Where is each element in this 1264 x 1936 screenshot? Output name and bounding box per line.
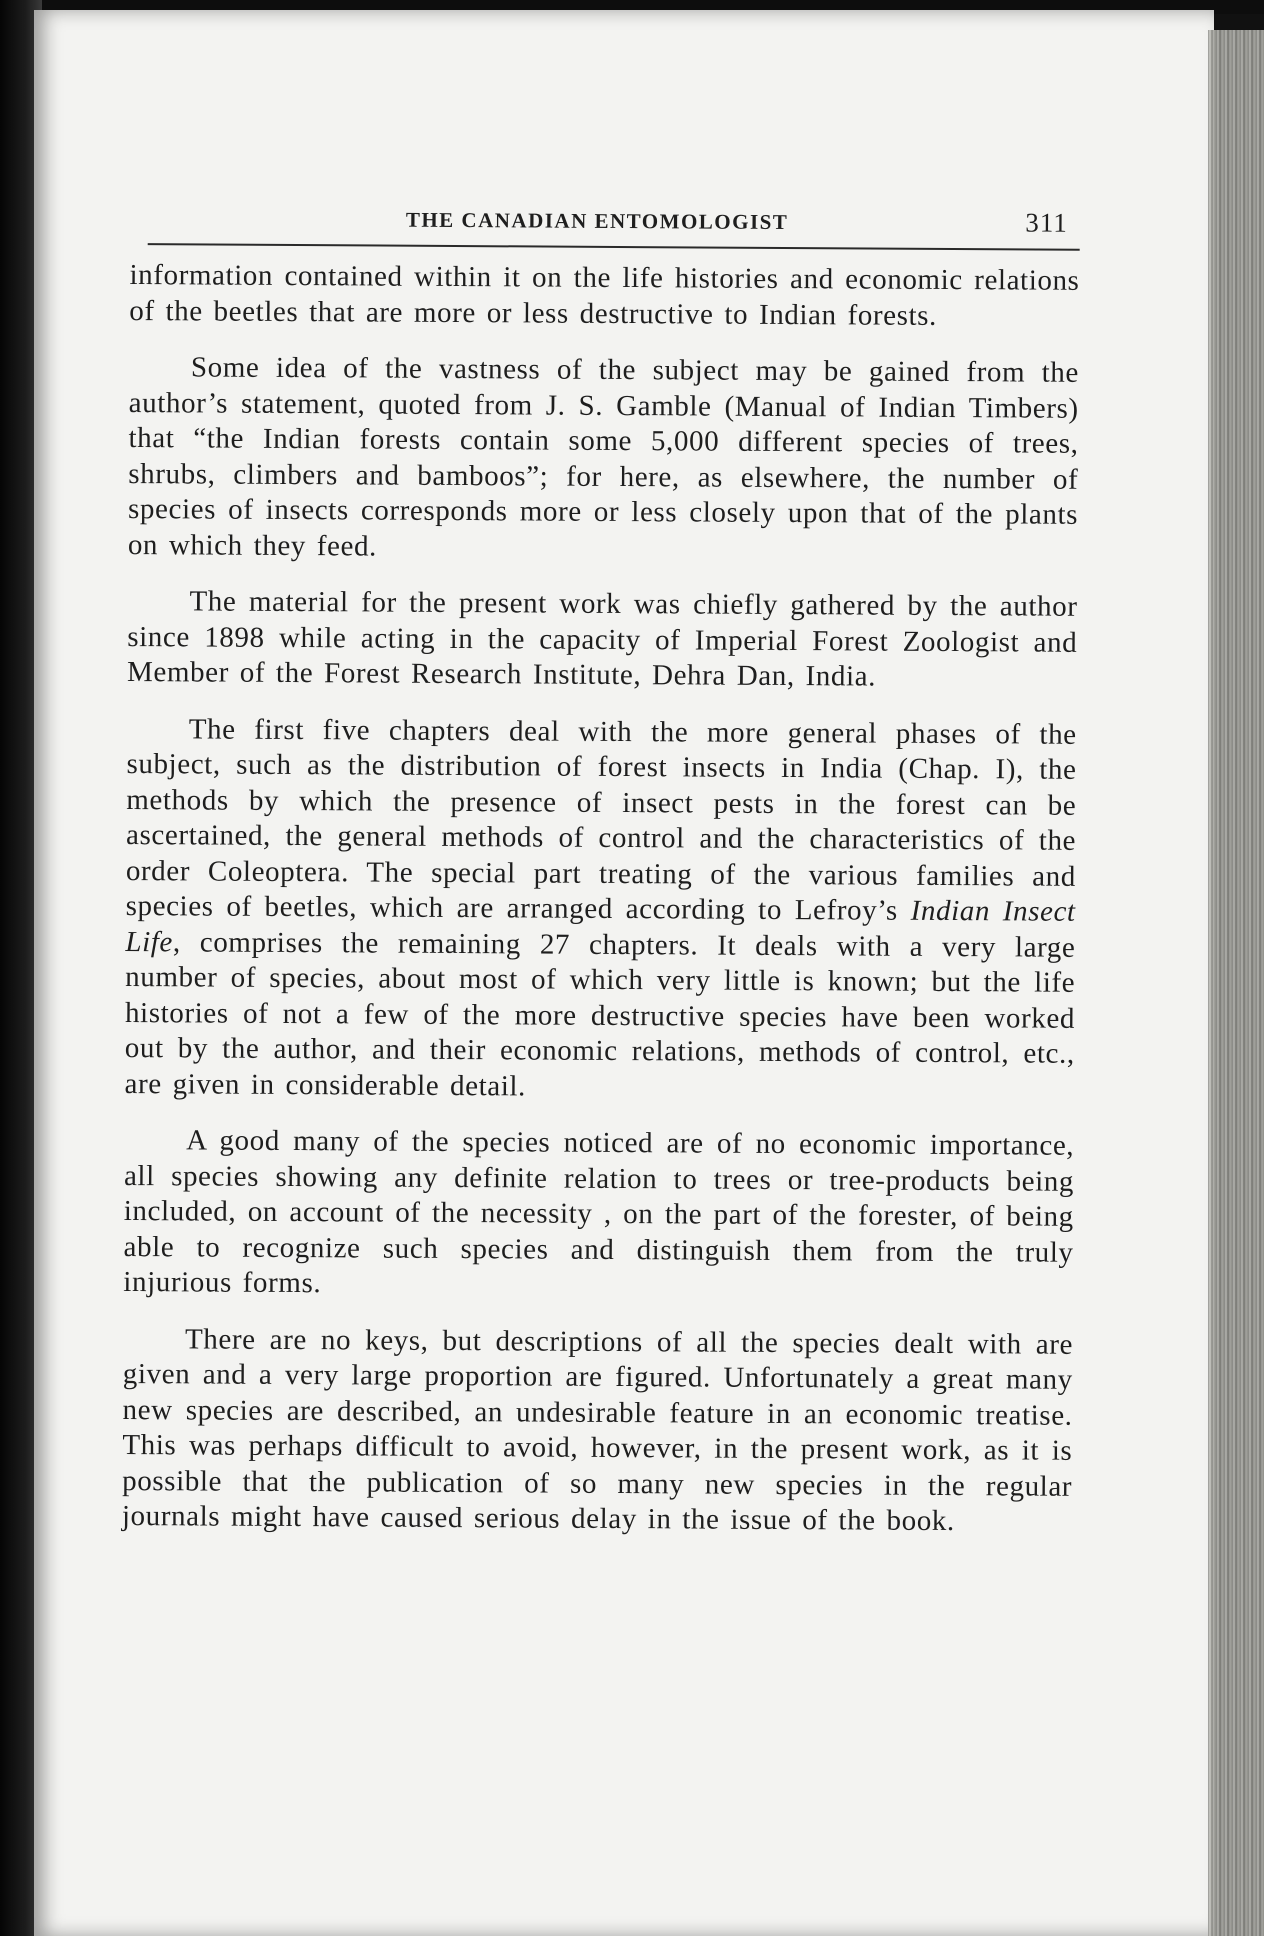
page-stack-edge	[1208, 30, 1264, 1936]
paragraph-4-part-1: The first five chapters deal with the more general phases of the subject, such as the distribution of forest insects in India (Chap. I), the methods by which the presence of insect pests in the forest can be ascertained, the general methods of control and the characteristics of the order Coleoptera. The special part treating of the various families and species of beetles, which are arranged according to Lefroy’s	[125, 712, 1077, 927]
paragraph-2: Some idea of the vastness of the subject may be gained from the author’s statement, quoted from J. S. Gamble (Manual of Indian Timbers) that “the Indian forests contain some 5,000 different species of trees, shrubs, climbers and bamboos”; for here, as elsewhere, the number of species of insects corresponds more or less closely upon that of the plants on which they feed.	[127, 351, 1080, 563]
paragraph-4-part-2: , comprises the remaining 27 chapters. It deals with a very large number of species, about most of which very little is known; but the life histories of not a few of the more destructive species have been worked out by the author, and their economic relations, methods of control, etc., are given in considerable detail.	[124, 925, 1076, 1102]
running-title: THE CANADIAN ENTOMOLOGIST	[405, 207, 789, 235]
paragraph-5: A good many of the species noticed are of no economic importance, all species showing any definite relation to trees or tree-products being included, on account of the necessity , on the part of the forester, of being able to recognize such species and distinguish them from the truly injurious forms.	[123, 1124, 1075, 1300]
page-number: 311	[1025, 207, 1068, 238]
book-title-italic: Indian Insect Life	[125, 894, 1076, 958]
paragraph-4	[124, 711, 1076, 1107]
running-head	[130, 196, 1080, 250]
paragraph-6: There are no keys, but descriptions of all the species dealt with are given and a very large proportion are figured. Unfortunately a great many new species are described, an undesirable feature in an economic treatise. This was perhaps difficult to avoid, however, in the present work, as it is possible that the publication of so many new species in the regular journals might have caused serious delay in the issue of the book.	[121, 1322, 1074, 1538]
paragraph-1: information contained within it on the life histories and economic relations of the beetles that are more or less destructive to Indian forests.	[129, 258, 1080, 332]
header-rule	[148, 243, 1080, 251]
paragraph-3: The material for the present work was chiefly gathered by the author since 1898 while acting in the capacity of Imperial Forest Zoologist and Member of the Forest Research Institute, Dehra Dan, India.	[126, 585, 1078, 693]
body-text	[122, 258, 1080, 1540]
page-content	[122, 196, 1080, 1561]
